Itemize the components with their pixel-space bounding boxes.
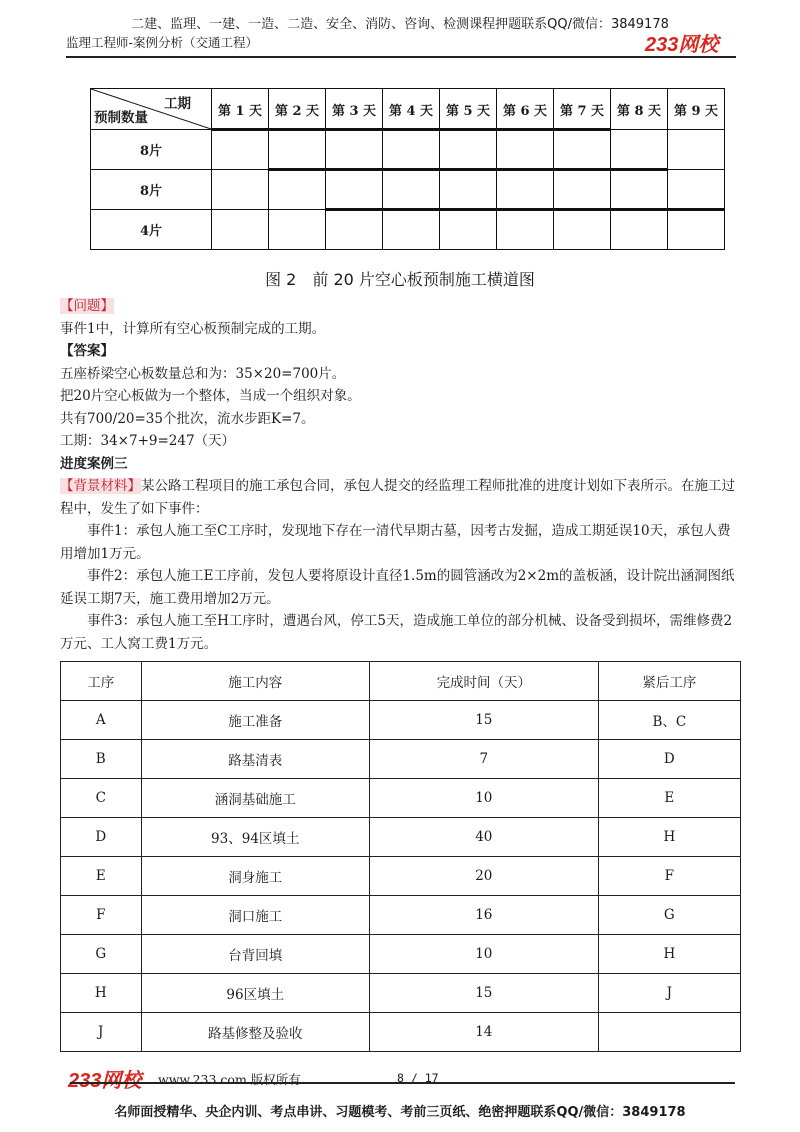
- gantt-day-cell: [269, 170, 326, 210]
- table-cell: 10: [369, 779, 598, 818]
- gantt-bar-segment: [610, 168, 668, 171]
- event-item: 事件1：承包人施工至C工序时，发现地下存在一清代早期古墓，因考古发掘，造成工期延误10天，承包人费用增加1万元。: [60, 523, 731, 562]
- gantt-bar-segment: [382, 168, 440, 171]
- header-promo: 二建、监理、一建、一造、二造、安全、消防、咨询、检测课程押题联系QQ/微信：3849178: [131, 17, 669, 32]
- table-cell: E: [598, 779, 740, 818]
- gantt-day-header: 第 6 天: [497, 89, 554, 130]
- gantt-header-period: 工期: [164, 96, 191, 112]
- background-tag: 【背景材料】: [60, 478, 141, 494]
- table-cell: 路基清表: [141, 740, 369, 779]
- header-divider: [66, 56, 736, 58]
- gantt-day-cell: [440, 210, 497, 250]
- table-cell: 16: [369, 896, 598, 935]
- table-cell: 14: [369, 1013, 598, 1052]
- gantt-bar-segment: [553, 128, 611, 131]
- event-item: 事件3：承包人施工至H工序时，遭遇台风，停工5天，造成施工单位的部分机械、设备受到损坏，需维修费2万元、工人窝工费1万元。: [60, 613, 733, 652]
- table-cell: D: [598, 740, 740, 779]
- gantt-day-cell: [326, 210, 383, 250]
- table-cell: 洞口施工: [141, 896, 369, 935]
- table-row: [61, 1013, 741, 1052]
- table-cell: E: [61, 857, 142, 896]
- gantt-bar-segment: [439, 168, 497, 171]
- table-row: [61, 974, 741, 1013]
- gantt-day-cell: [497, 130, 554, 170]
- table-row: [61, 857, 741, 896]
- table-cell: 93、94区填土: [141, 818, 369, 857]
- gantt-day-header: 第 7 天: [554, 89, 611, 130]
- gantt-bar-segment: [553, 208, 611, 211]
- gantt-bar-segment: [667, 208, 725, 211]
- table-cell: 40: [369, 818, 598, 857]
- gantt-day-cell: [440, 130, 497, 170]
- table-cell: B: [61, 740, 142, 779]
- answer-line: 把20片空心板做为一个整体，当成一个组织对象。: [60, 388, 361, 404]
- table-row: [61, 896, 741, 935]
- gantt-diagonal-header: [91, 89, 212, 130]
- page-number: 8 / 17: [397, 1071, 439, 1085]
- event-item: 事件2：承包人施工E工序前，发包人要将原设计直径1.5m的圆管涵改为2×2m的盖板涵，设计院出涵洞图纸延误工期7天，施工费用增加2万元。: [60, 568, 735, 607]
- gantt-bar-segment: [325, 128, 383, 131]
- gantt-day-cell: [497, 210, 554, 250]
- gantt-day-cell: [269, 130, 326, 170]
- table-cell: 路基修整及验收: [141, 1013, 369, 1052]
- gantt-bar-segment: [268, 168, 326, 171]
- gantt-day-cell: [383, 170, 440, 210]
- case-title: 进度案例三: [60, 455, 128, 472]
- table-cell: 台背回填: [141, 935, 369, 974]
- answer-tag: 【答案】: [60, 343, 114, 359]
- table-cell: 96区填土: [141, 974, 369, 1013]
- table-row: [61, 779, 741, 818]
- gantt-day-cell: [611, 130, 668, 170]
- question-tag: 【问题】: [60, 298, 114, 314]
- table-header-row: [61, 662, 741, 701]
- gantt-bar-segment: [325, 168, 383, 171]
- gantt-day-header: 第 5 天: [440, 89, 497, 130]
- gantt-day-header: 第 3 天: [326, 89, 383, 130]
- process-table: [60, 661, 741, 1052]
- header-logo: 233网校: [645, 34, 719, 56]
- gantt-bar-segment: [496, 208, 554, 211]
- table-cell: B、C: [598, 701, 740, 740]
- footer-logo: 233网校: [68, 1070, 142, 1092]
- gantt-day-cell: [383, 210, 440, 250]
- gantt-row: [91, 210, 725, 250]
- gantt-bar-segment: [211, 128, 269, 131]
- gantt-bar-segment: [496, 128, 554, 131]
- gantt-day-cell: [326, 170, 383, 210]
- gantt-day-cell: [440, 170, 497, 210]
- gantt-day-header: 第 9 天: [668, 89, 725, 130]
- answer-line: 工期：34×7+9=247（天）: [60, 433, 236, 449]
- gantt-row-label: 8片: [91, 130, 212, 170]
- footer-divider: [70, 1082, 735, 1084]
- gantt-day-cell: [212, 170, 269, 210]
- question-text: 事件1中，计算所有空心板预制完成的工期。: [60, 320, 326, 337]
- gantt-bar-segment: [439, 128, 497, 131]
- table-header: 工序: [61, 662, 142, 701]
- table-row: [61, 740, 741, 779]
- gantt-header-quantity: 预制数量: [94, 110, 148, 126]
- table-cell: [598, 1013, 740, 1052]
- table-cell: H: [61, 974, 142, 1013]
- gantt-day-header: 第 2 天: [269, 89, 326, 130]
- table-cell: C: [61, 779, 142, 818]
- gantt-row-label: 8片: [91, 170, 212, 210]
- footer-site: www.233.com 版权所有: [158, 1072, 301, 1087]
- table-cell: J: [61, 1013, 142, 1052]
- gantt-row-label: 4片: [91, 210, 212, 250]
- gantt-day-cell: [212, 210, 269, 250]
- table-cell: J: [598, 974, 740, 1013]
- table-cell: G: [598, 896, 740, 935]
- table-cell: F: [598, 857, 740, 896]
- gantt-bar-segment: [610, 208, 668, 211]
- table-header: 完成时间（天）: [369, 662, 598, 701]
- table-cell: 7: [369, 740, 598, 779]
- gantt-day-cell: [611, 170, 668, 210]
- table-cell: G: [61, 935, 142, 974]
- table-row: [61, 818, 741, 857]
- footer-promo: 名师面授精华、央企内训、考点串讲、习题模考、考前三页纸、绝密押题联系QQ/微信：3849178: [114, 1105, 686, 1120]
- table-header: 紧后工序: [598, 662, 740, 701]
- gantt-day-cell: [497, 170, 554, 210]
- answer-line: 五座桥梁空心板数量总和为：35×20=700片。: [60, 365, 346, 382]
- table-row: [61, 935, 741, 974]
- gantt-day-header: 第 8 天: [611, 89, 668, 130]
- table-cell: A: [61, 701, 142, 740]
- table-cell: 15: [369, 701, 598, 740]
- gantt-day-cell: [668, 130, 725, 170]
- gantt-day-cell: [668, 210, 725, 250]
- gantt-day-cell: [212, 130, 269, 170]
- figure-caption: 图 2 前 20 片空心板预制施工横道图: [265, 270, 535, 289]
- table-cell: 10: [369, 935, 598, 974]
- table-cell: H: [598, 818, 740, 857]
- gantt-day-cell: [554, 130, 611, 170]
- gantt-bar-segment: [382, 128, 440, 131]
- gantt-bar-segment: [268, 128, 326, 131]
- table-cell: 涵洞基础施工: [141, 779, 369, 818]
- gantt-day-cell: [554, 170, 611, 210]
- background-text: 某公路工程项目的施工承包合同，承包人提交的经监理工程师批准的进度计划如下表所示。在施工过程中，发生了如下事件：: [60, 478, 735, 517]
- gantt-day-cell: [554, 210, 611, 250]
- gantt-day-cell: [668, 170, 725, 210]
- table-cell: 洞身施工: [141, 857, 369, 896]
- gantt-day-cell: [326, 130, 383, 170]
- gantt-bar-segment: [553, 168, 611, 171]
- gantt-bar-segment: [439, 208, 497, 211]
- gantt-day-cell: [611, 210, 668, 250]
- table-cell: H: [598, 935, 740, 974]
- gantt-bar-segment: [496, 168, 554, 171]
- gantt-bar-segment: [325, 208, 383, 211]
- gantt-day-cell: [269, 210, 326, 250]
- table-cell: D: [61, 818, 142, 857]
- answer-line: 共有700/20=35个批次，流水步距K=7。: [60, 410, 315, 427]
- gantt-day-header: 第 4 天: [383, 89, 440, 130]
- table-header: 施工内容: [141, 662, 369, 701]
- gantt-day-header: 第 1 天: [212, 89, 269, 130]
- gantt-row: [91, 130, 725, 170]
- table-cell: 施工准备: [141, 701, 369, 740]
- header-subtitle: 监理工程师-案例分析（交通工程）: [66, 35, 259, 50]
- table-cell: 20: [369, 857, 598, 896]
- gantt-row: [91, 170, 725, 210]
- gantt-bar-segment: [382, 208, 440, 211]
- gantt-table: [90, 88, 725, 250]
- gantt-day-cell: [383, 130, 440, 170]
- table-row: [61, 701, 741, 740]
- table-cell: 15: [369, 974, 598, 1013]
- table-cell: F: [61, 896, 142, 935]
